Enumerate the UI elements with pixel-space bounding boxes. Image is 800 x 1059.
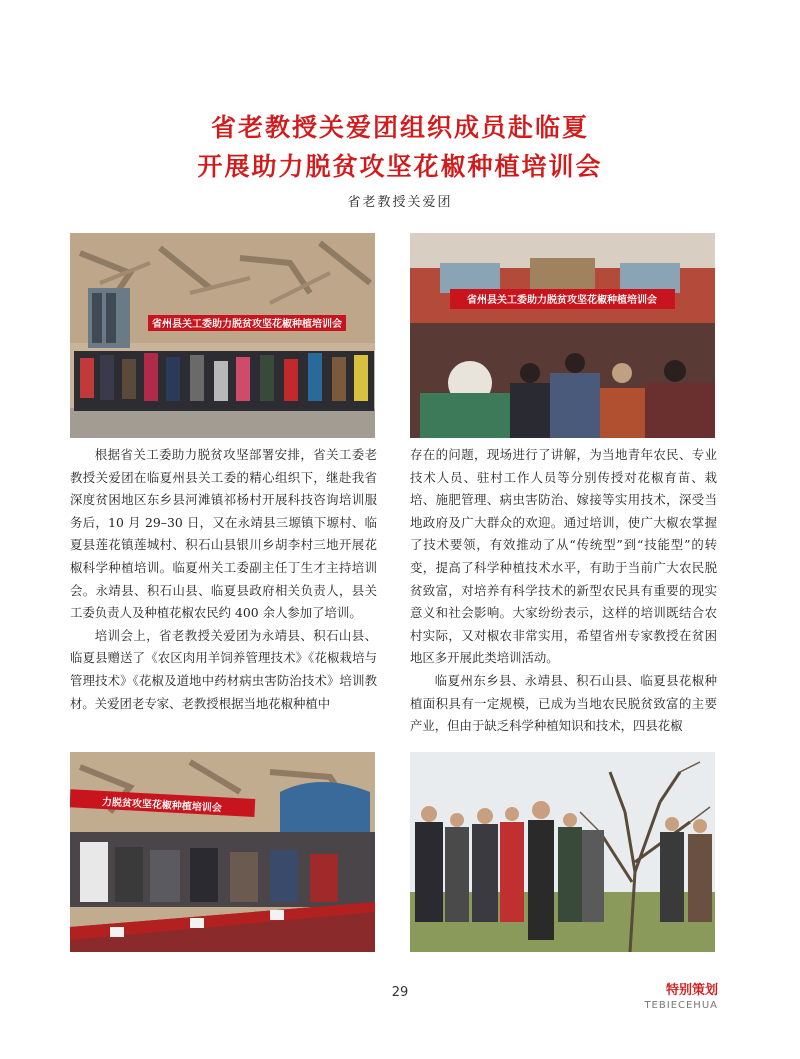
photo-outdoor-training-crowd — [70, 233, 375, 438]
byline: 省老教授关爱团 — [347, 195, 453, 210]
article-body-right-column — [410, 444, 717, 738]
body-paragraph: 根据省关工委助力脱贫攻坚部署安排，省关工委老教授关爱团在临夏州县关工委的精心组织下，继赴我省深度贫困地区东乡县河滩镇祁杨村开展科技咨询培训服务后，10 月 29–30 日，又在永靖县三塬镇下塬村、临夏县莲花镇莲城村、积石山县银川乡胡李村三地开展花椒科学种植培训。临夏州关工委副主任丁生才主持培训会。永靖县、积石山县、临夏县政府相关负责人，县关工委负责人及种植花椒农民约 400 余人参加了培训。 — [70, 447, 377, 621]
photo-meeting-hall — [410, 233, 715, 438]
section-title-en: TEBIECEHUA — [644, 1000, 718, 1011]
body-paragraph: 临夏州东乡县、永靖县、积石山县、临夏县花椒种植面积具有一定规模，已成为当地农民脱贫致富的主要产业，但由于缺乏科学种植知识和技术，四县花椒 — [410, 672, 717, 734]
page-number: 29 — [391, 985, 409, 1000]
photo2-banner: 省州县关工委助力脱贫攻坚花椒种植培训会 — [467, 295, 657, 306]
title-line-1: 省老教授关爱团组织成员赴临夏 — [210, 113, 589, 142]
article-body-left-column — [70, 444, 377, 715]
body-paragraph: 存在的问题，现场进行了讲解，为当地青年农民、专业技术人员、驻村工作人员等分别传授对花椒育苗、栽培、施肥管理、病虫害防治、嫁接等实用技术，深受当地政府及广大群众的欢迎。通过培训，使广大椒农掌握了技术要领，有效推动了从“传统型”到“技能型”的转变，提高了科学种植技术水平，有助于当前广大农民脱贫致富，对培养有科学技术的新型农民具有重要的现实意义和社会影响。大家纷纷表示，这样的培训既结合农村实际，又对椒农非常实用，希望省州专家教授在贫困地区多开展此类培训活动。 — [410, 447, 717, 666]
title-line-2: 开展助力脱贫攻坚花椒种植培训会 — [197, 152, 603, 181]
photo-field-demonstration — [410, 752, 715, 952]
body-paragraph: 培训会上，省老教授关爱团为永靖县、积石山县、临夏县赠送了《农区肉用羊饲养管理技术》《花椒栽培与管理技术》《花椒及道地中药材病虫害防治技术》培训教材。关爱团老专家、老教授根据当地花椒种植中 — [70, 627, 377, 711]
section-tag — [644, 979, 718, 1011]
photo1-banner: 省州县关工委助力脱贫攻坚花椒种植培训会 — [152, 319, 342, 330]
photo3-banner: 力脱贫攻坚花椒种植培训会 — [101, 796, 223, 815]
section-title-zh: 特别策划 — [665, 983, 718, 998]
photo-officials-table — [70, 752, 375, 952]
